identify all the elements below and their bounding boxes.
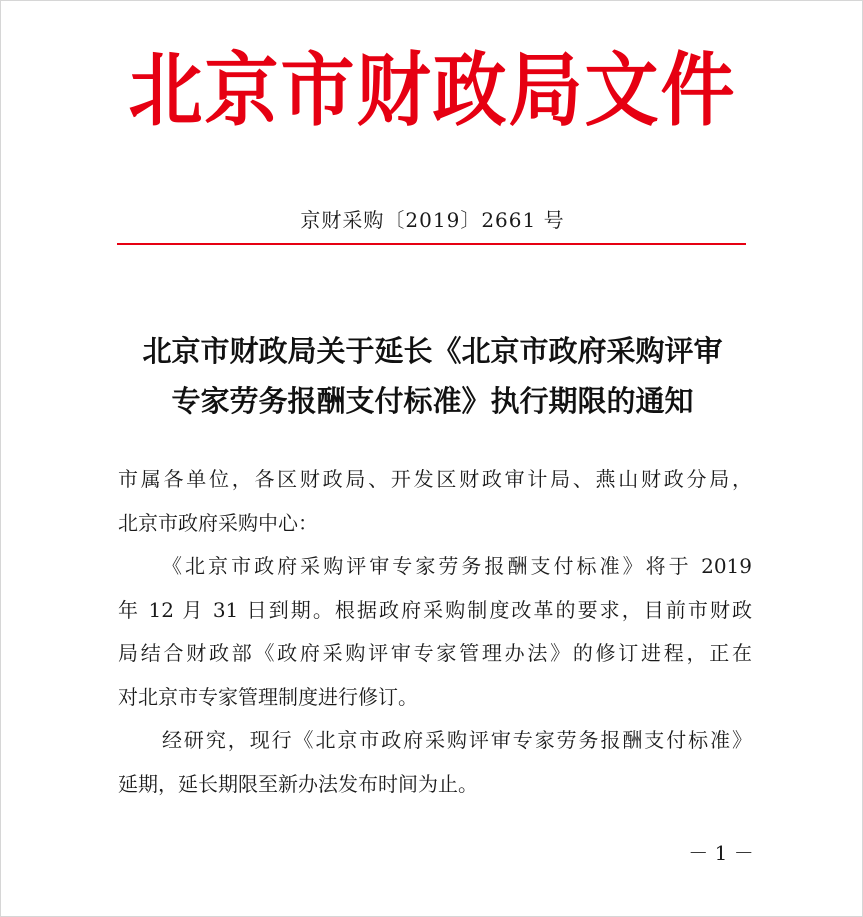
paragraph-1-line-1: 《北京市政府采购评审专家劳务报酬支付标准》将于 2019 [162,554,752,578]
document-number: 京财采购〔2019〕2661 号 [300,208,565,232]
title-line-1: 北京市财政局关于延长《北京市政府采购评审 [142,334,723,368]
paragraph-1-line-2: 年 12 月 31 日到期。根据政府采购制度改革的要求，目前市财政 [118,597,752,622]
red-divider-line [117,243,746,245]
notice-title [101,326,764,426]
paragraph-2-line-2: 延期，延长期限至新办法发布时间为止。 [118,771,478,796]
addressee-line-2: 北京市政府采购中心： [118,510,318,535]
addressee [118,458,752,545]
paragraph-1-line-4: 对北京市专家管理制度进行修订。 [118,684,418,709]
paragraph-2-line-1: 经研究，现行《北京市政府采购评审专家劳务报酬支付标准》 [162,728,752,752]
paragraph-1 [118,545,752,719]
masthead-title: 北京市财政局文件 [128,44,737,138]
title-line-2: 专家劳务报酬支付标准》执行期限的通知 [171,384,694,418]
paragraph-1-line-3: 局结合财政部《政府采购评审专家管理办法》的修订进程，正在 [118,641,752,665]
page-number: － 1 － [688,841,754,865]
paragraph-2 [118,719,752,806]
notice-body [118,458,752,806]
addressee-line-1: 市属各单位，各区财政局、开发区财政审计局、燕山财政分局， [118,467,752,491]
